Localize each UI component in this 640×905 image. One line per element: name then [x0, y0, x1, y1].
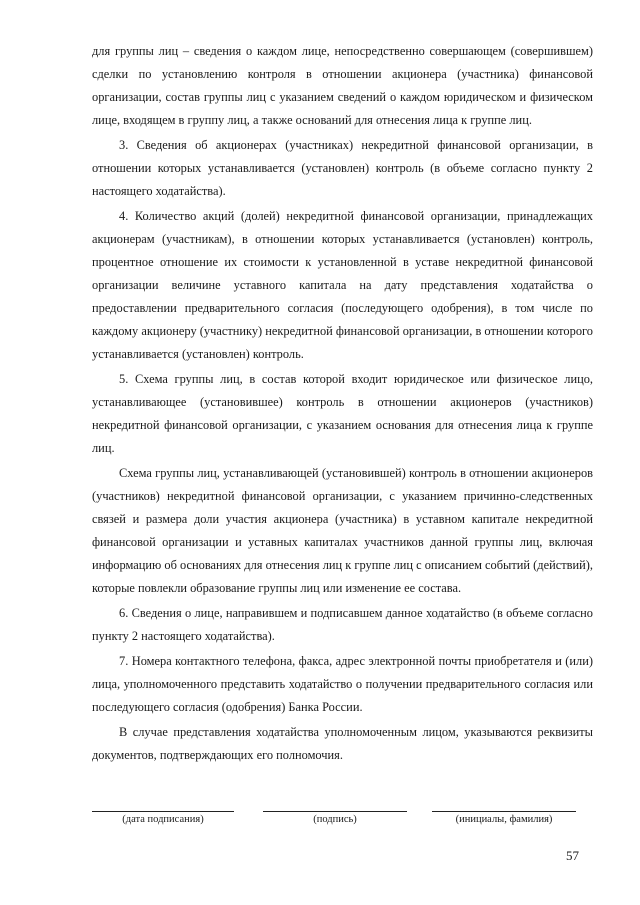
date-label: (дата подписания)	[122, 814, 204, 825]
signature-label: (подпись)	[313, 814, 357, 825]
paragraph-group-members: для группы лиц – сведения о каждом лице, непосредственно совершающем (совершившем) сделки по установлению контроля в отношении акционера (участника) финансовой организации, состав группы лиц с указанием сведений о каждом юридическом и физическом лице, входящем в группу лиц, а также оснований для отнесения лица к группе лиц.	[92, 44, 593, 127]
paragraph-item-4: 4. Количество акций (долей) некредитной финансовой организации, принадлежащих акционерам (участникам), в отношении которых устанавливается (установлен) контроль, процентное отношение их стоимости к установленной в уставе некредитной финансовой организации величине уставного капитала на дату представления ходатайства о предоставлении предварительного согласия (последующего одобрения), в том числе по каждому акционеру (участнику) некредитной финансовой организации, в отношении которого устанавливается (установлен) контроль.	[92, 209, 593, 361]
paragraph-group-scheme: Схема группы лиц, устанавливающей (установившей) контроль в отношении акционеров (участников) некредитной финансовой организации, с указанием причинно-следственных связей и размера доли участия акционера (участника) в уставном капитале некредитной финансовой организации и уставных капиталах участников данной группы лиц, включая информацию об основаниях для отнесения лиц к группе лиц с описанием событий (действий), которые повлекли образование группы лиц или изменение ее состава.	[92, 466, 593, 595]
page-number: 57	[566, 848, 579, 863]
paragraph-item-7: 7. Номера контактного телефона, факса, адрес электронной почты приобретателя и (или) лица, уполномоченного представить ходатайство о получении предварительного согласия или последующего согласия (одобрения) Банка России.	[92, 654, 593, 714]
name-label: (инициалы, фамилия)	[455, 814, 553, 825]
paragraph-item-6: 6. Сведения о лице, направившем и подписавшем данное ходатайство (в объеме согласно пункту 2 настоящего ходатайства).	[92, 606, 593, 643]
paragraph-authorized-person: В случае представления ходатайства уполномоченным лицом, указываются реквизиты документов, подтверждающих его полномочия.	[92, 725, 593, 762]
date-signature-line	[92, 811, 234, 812]
name-signature-line	[432, 811, 576, 812]
document-body	[92, 40, 593, 767]
signature-line	[263, 811, 407, 812]
paragraph-item-5: 5. Схема группы лиц, в состав которой входит юридическое или физическое лицо, устанавливающее (установившее) контроль в отношении акционеров (участников) некредитной финансовой организации, с указанием основания для отнесения лица к группе лиц.	[92, 372, 593, 455]
paragraph-item-3: 3. Сведения об акционерах (участниках) некредитной финансовой организации, в отношении которых устанавливается (установлен) контроль (в объеме согласно пункту 2 настоящего ходатайства).	[92, 138, 593, 198]
